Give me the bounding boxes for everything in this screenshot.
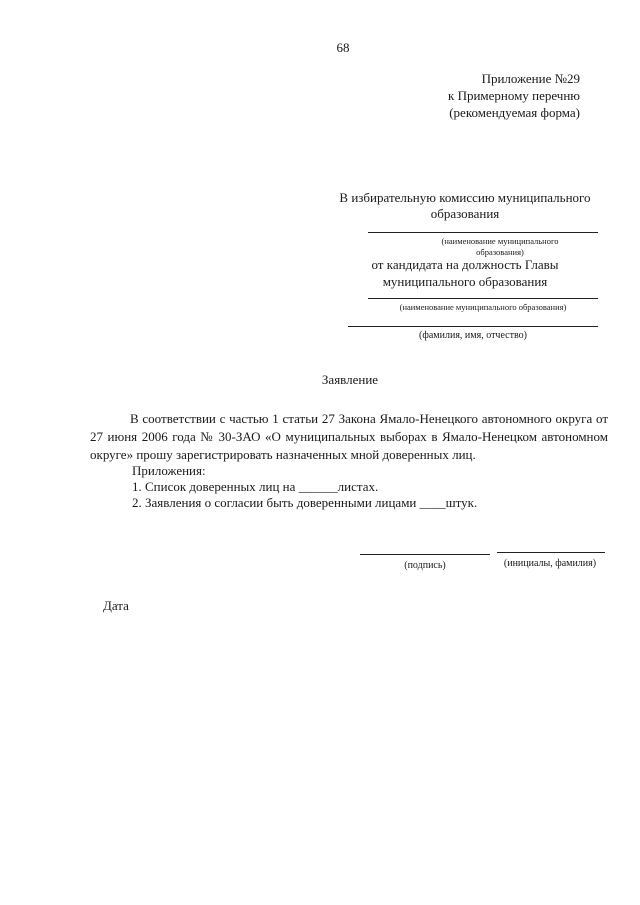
addressee-line-2: образования (430, 206, 500, 221)
attachment-item-1: 1. Список доверенных лиц на ______листах. (132, 479, 379, 494)
appendix-number: Приложение №29 (481, 71, 580, 86)
from-candidate-block (330, 256, 600, 290)
initials-name-line (497, 552, 605, 553)
document-title: Заявление (321, 372, 379, 387)
from-candidate-line-1: от кандидата на должность Главы (371, 257, 559, 272)
appendix-form-type: (рекомендуемая форма) (449, 105, 580, 120)
appendix-header (448, 70, 580, 121)
commission-name-caption: (наименование муниципального образования) (441, 236, 559, 257)
from-candidate-line-2: муниципального образования (382, 274, 548, 289)
full-name-caption: (фамилия, имя, отчество) (419, 330, 527, 341)
signature-line (360, 554, 490, 555)
attachments-list (132, 463, 477, 511)
signature-caption: (подпись) (404, 560, 446, 571)
full-name-line (348, 326, 598, 327)
date-label: Дата (103, 598, 129, 613)
appendix-reference: к Примерному перечню (448, 88, 580, 103)
statement-body: В соответствии с частью 1 статьи 27 Закона Ямало-Ненецкого автономного округа от 27 июня 2006 года № 30-ЗАО «О муниципальных выборах в Ямало-Ненецком автономном округе» прошу зарегистрировать назначенных мной доверенных лиц. (90, 411, 608, 462)
attachments-heading: Приложения: (132, 463, 206, 478)
addressee-line-1: В избирательную комиссию муниципального (339, 190, 591, 205)
municipality-name-caption: (наименование муниципального образования) (399, 302, 567, 312)
page-number: 68 (336, 40, 350, 55)
addressee-block (330, 190, 600, 222)
initials-name-caption: (инициалы, фамилия) (503, 558, 597, 569)
attachment-item-2: 2. Заявления о согласии быть доверенными лицами ____штук. (132, 495, 478, 510)
municipality-name-line (368, 298, 598, 299)
commission-name-line (368, 232, 598, 233)
